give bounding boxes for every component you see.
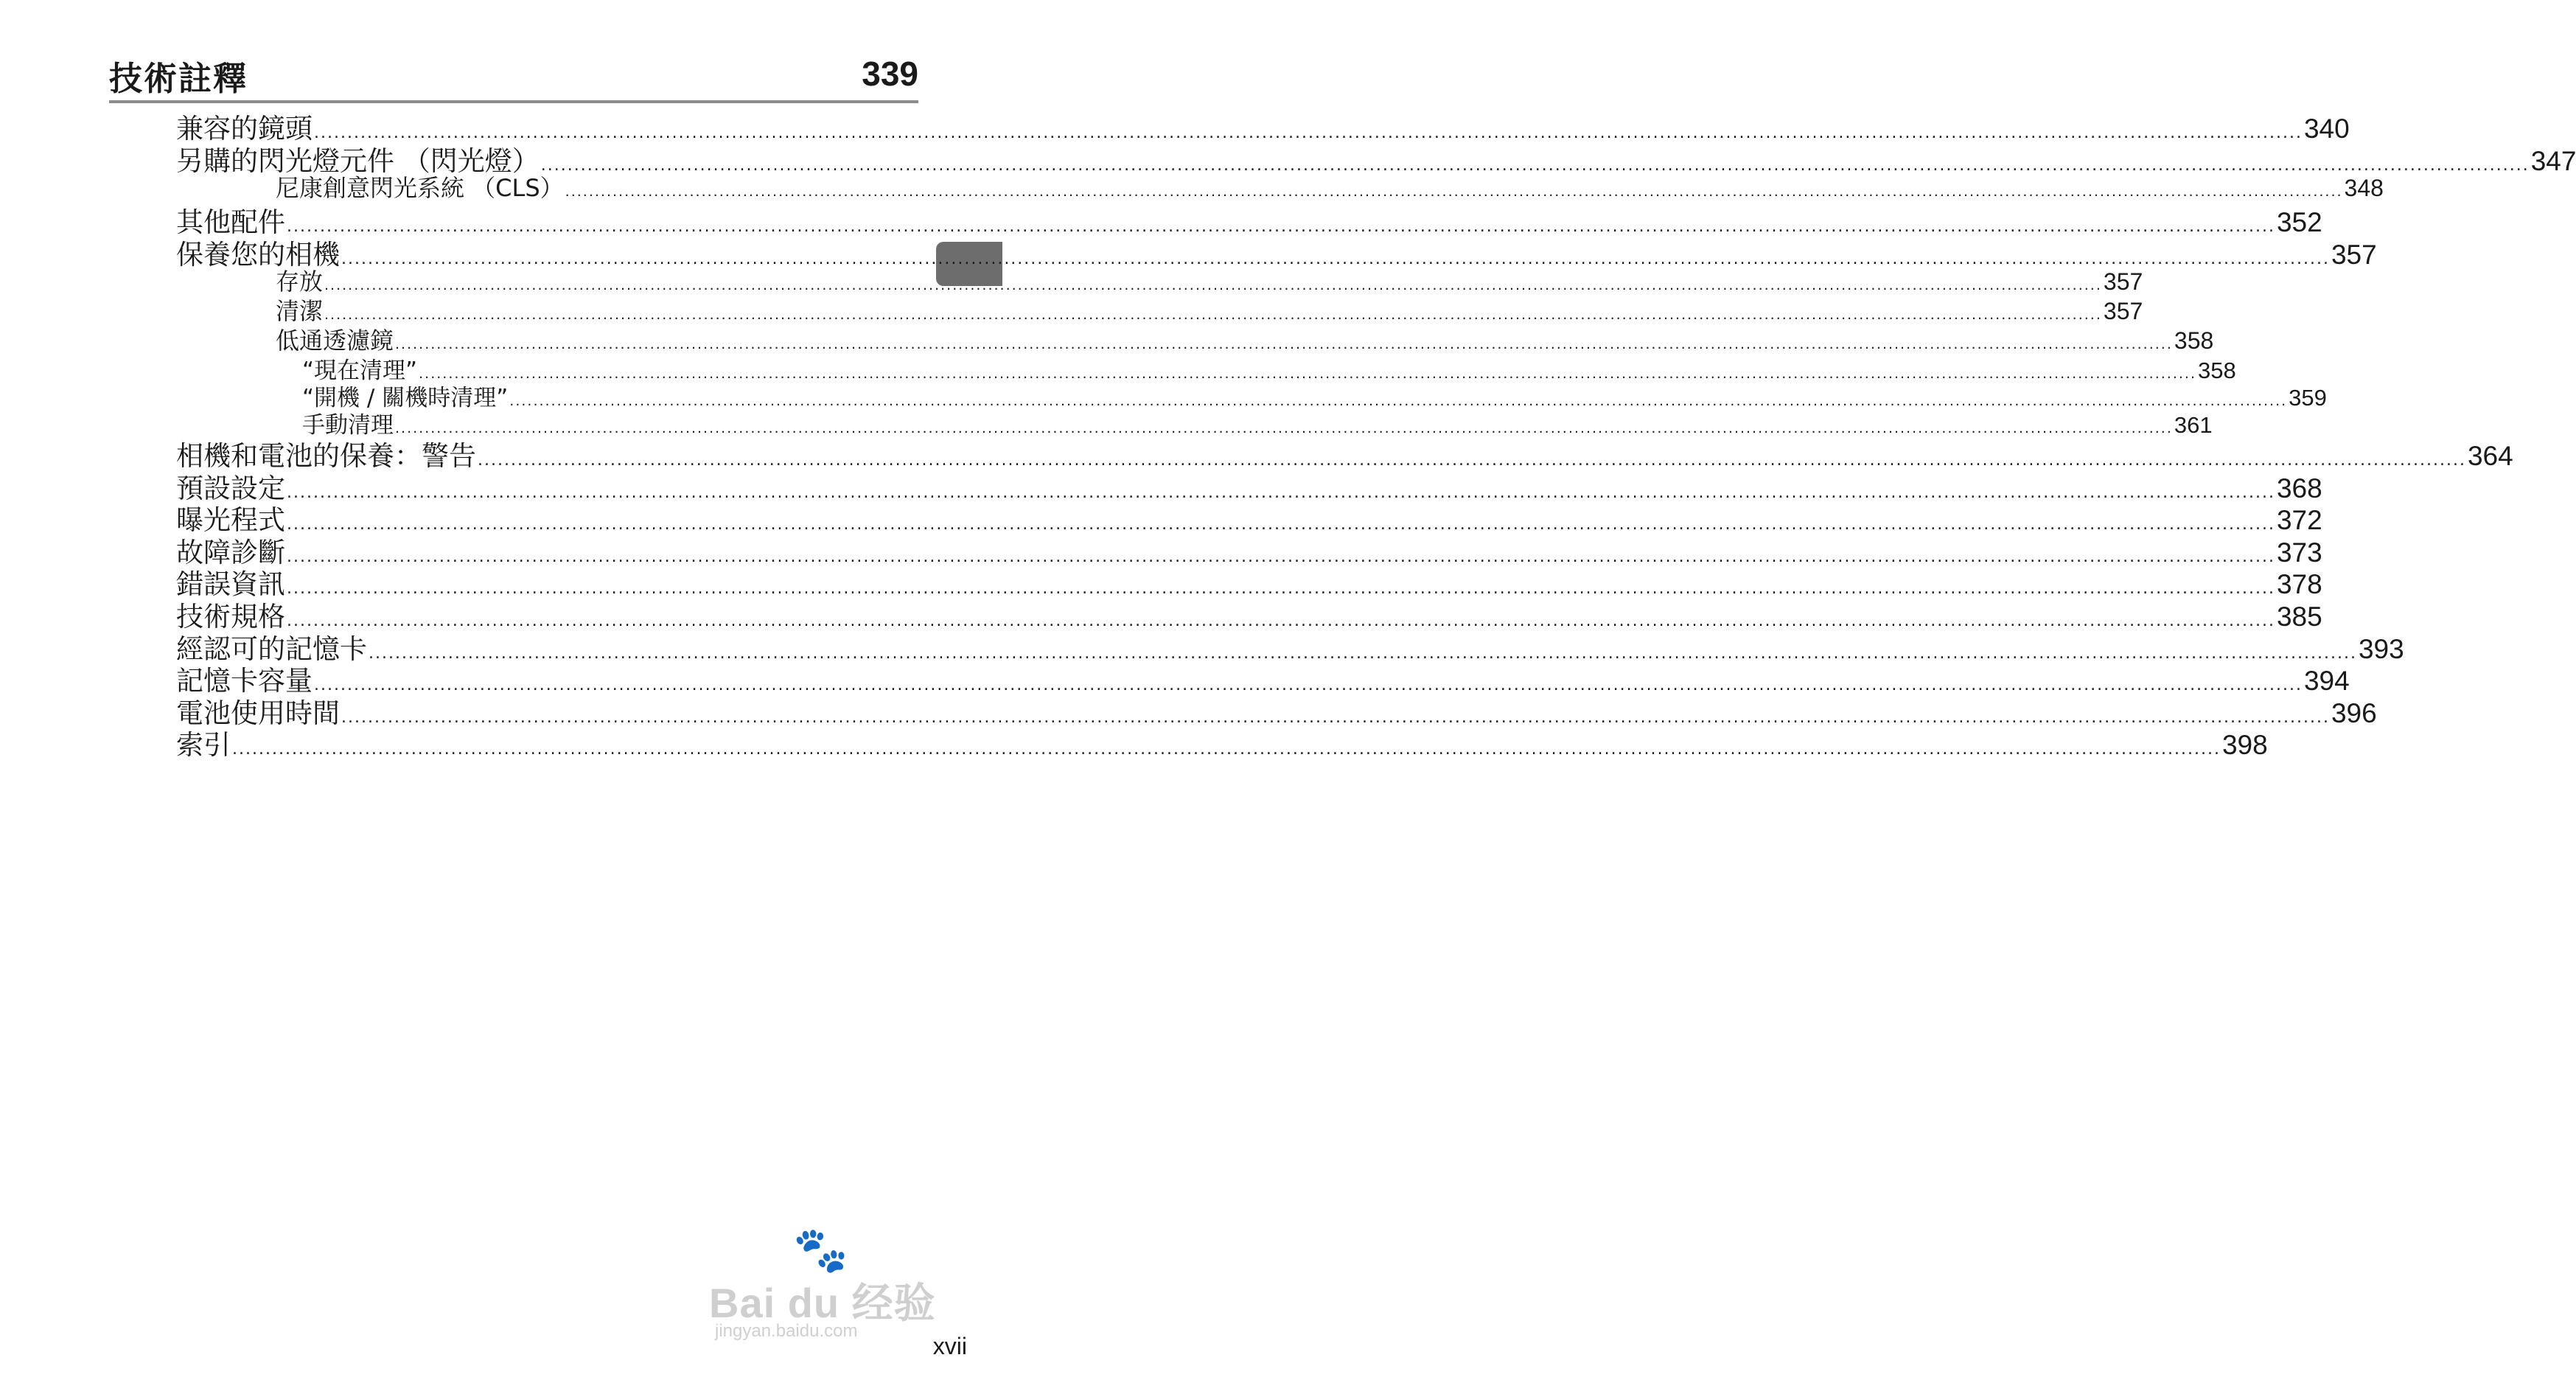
toc-entry-page: 357 xyxy=(2103,268,2143,295)
section-title: 技術註釋 xyxy=(109,59,248,98)
toc-entry-page: 357 xyxy=(2331,240,2377,270)
toc-entry xyxy=(276,170,2384,203)
toc-entry-page: 361 xyxy=(2174,412,2213,438)
dot-leader: ............................................................................................................................................................................................................................................................................................................ xyxy=(540,156,2530,175)
toc-entry-page: 359 xyxy=(2289,385,2327,411)
toc-entry-label: 尼康創意閃光系統 （CLS） xyxy=(276,174,564,202)
toc-entry-label: 錯誤資訊 xyxy=(176,568,285,600)
dot-leader: ............................................................................................................................................................................................................................................................................................................ xyxy=(395,336,2173,352)
dot-leader: ............................................................................................................................................................................................................................................................................................................ xyxy=(287,515,2275,534)
toc-entry-page: 358 xyxy=(2174,327,2214,354)
dot-leader: ............................................................................................................................................................................................................................................................................................................ xyxy=(232,740,2221,759)
toc-entry-label: 曝光程式 xyxy=(176,504,285,536)
dot-leader: ............................................................................................................................................................................................................................................................................................................ xyxy=(324,277,2102,293)
toc-entry-label: 兼容的鏡頭 xyxy=(176,113,313,144)
dot-leader: ............................................................................................................................................................................................................................................................................................................ xyxy=(314,676,2303,694)
folio-page-number: xvii xyxy=(932,1333,967,1359)
toc-entry-label: 記憶卡容量 xyxy=(176,665,313,697)
dot-leader: ............................................................................................................................................................................................................................................................................................................ xyxy=(287,579,2275,598)
dot-leader: ............................................................................................................................................................................................................................................................................................................ xyxy=(369,644,2357,663)
toc-entry-page: 340 xyxy=(2303,114,2350,144)
toc-entry-label: 其他配件 xyxy=(176,206,285,238)
dot-leader: ............................................................................................................................................................................................................................................................................................................ xyxy=(565,184,2343,200)
dot-leader: ............................................................................................................................................................................................................................................................................................................ xyxy=(395,420,2173,436)
toc-entry xyxy=(176,722,2268,762)
toc-entry-label: 經認可的記憶卡 xyxy=(176,633,367,665)
dot-leader: ............................................................................................................................................................................................................................................................................................................ xyxy=(341,250,2330,268)
toc-entry-label: 索引 xyxy=(176,729,231,761)
toc-entry-page: 364 xyxy=(2467,441,2513,471)
section-page-number: 339 xyxy=(862,55,918,93)
toc-entry-page: 372 xyxy=(2276,505,2322,535)
toc-entry-page: 394 xyxy=(2303,666,2350,696)
toc-entry-label: 故障診斷 xyxy=(176,537,285,568)
toc-entry-label: “現在清理” xyxy=(302,358,418,384)
toc-entry-label: 保養您的相機 xyxy=(176,239,340,271)
header-divider xyxy=(109,100,918,103)
dot-leader: ............................................................................................................................................................................................................................................................................................................ xyxy=(478,451,2466,470)
toc-entry-page: 347 xyxy=(2530,146,2576,176)
toc-entry-page: 393 xyxy=(2358,634,2404,664)
toc-entry-label: 另購的閃光燈元件 （閃光燈） xyxy=(176,145,540,177)
toc-entry-label: 預設設定 xyxy=(176,473,285,504)
toc-entry-page: 373 xyxy=(2276,537,2322,568)
dot-leader: ............................................................................................................................................................................................................................................................................................................ xyxy=(419,366,2196,382)
toc-entry-page: 398 xyxy=(2221,730,2268,760)
dot-leader: ............................................................................................................................................................................................................................................................................................................ xyxy=(314,124,2303,142)
toc-entry-label: 清潔 xyxy=(276,297,324,325)
dot-leader: ............................................................................................................................................................................................................................................................................................................ xyxy=(341,708,2330,727)
toc-entry-page: 348 xyxy=(2344,175,2384,201)
toc-entry-page: 358 xyxy=(2198,358,2236,383)
toc-entry-label: 電池使用時間 xyxy=(176,697,340,729)
toc-entry-page: 352 xyxy=(2276,207,2322,237)
watermark-url: jingyan.baidu.com xyxy=(715,1321,858,1341)
toc-entry-label: 存放 xyxy=(276,268,324,296)
dot-leader: ............................................................................................................................................................................................................................................................................................................ xyxy=(324,307,2102,323)
dot-leader: ............................................................................................................................................................................................................................................................................................................ xyxy=(287,548,2275,566)
baidu-watermark xyxy=(708,1224,943,1356)
watermark-brand: Bai du 经验 xyxy=(709,1280,936,1326)
toc-entry-page: 378 xyxy=(2276,569,2322,599)
toc-entry-page: 396 xyxy=(2331,698,2377,728)
dot-leader: ............................................................................................................................................................................................................................................................................................................ xyxy=(287,612,2275,630)
paw-icon: 🐾 xyxy=(793,1224,848,1276)
toc-entry-page: 357 xyxy=(2103,298,2143,324)
toc-entry-label: 技術規格 xyxy=(176,601,285,632)
dot-leader: ............................................................................................................................................................................................................................................................................................................ xyxy=(509,393,2288,409)
toc-entry-page: 385 xyxy=(2276,602,2322,632)
toc-entry-label: 相機和電池的保養：警告 xyxy=(176,440,476,472)
dot-leader: ............................................................................................................................................................................................................................................................................................................ xyxy=(287,484,2275,502)
toc-entry-label: 低通透濾鏡 xyxy=(276,327,394,355)
toc-entry-label: “開機 / 關機時清理” xyxy=(302,385,509,411)
dot-leader: ............................................................................................................................................................................................................................................................................................................ xyxy=(287,217,2275,236)
toc-entry-page: 368 xyxy=(2276,473,2322,503)
toc-entry-label: 手動清理 xyxy=(302,412,394,439)
